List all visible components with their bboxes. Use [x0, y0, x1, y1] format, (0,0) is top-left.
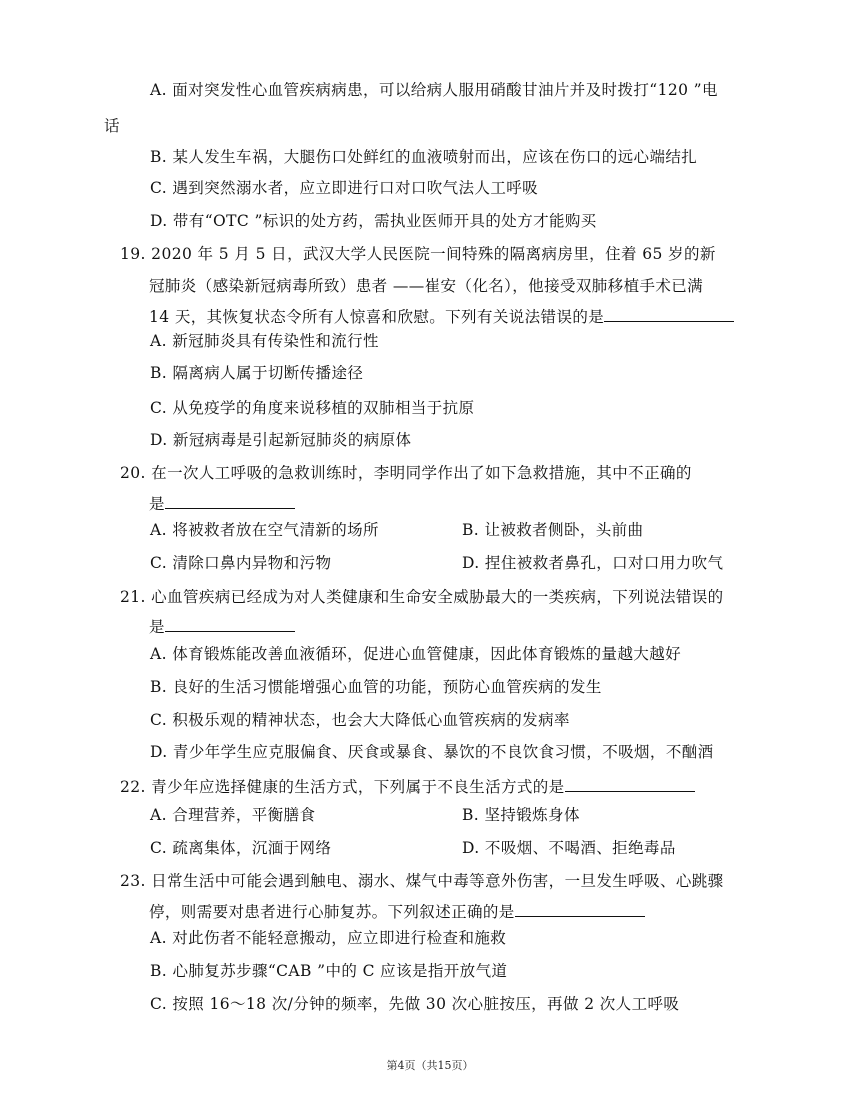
q22-option-b: B. 坚持锻炼身体	[462, 806, 580, 824]
q20-stem-text: 是	[149, 495, 165, 513]
answer-blank	[604, 307, 734, 322]
q21-option-a: A. 体育锻炼能改善血液循环，促进心血管健康，因此体育锻炼的量越大越好	[150, 645, 682, 663]
answer-blank	[165, 494, 295, 509]
q18-option-d: D. 带有“OTC ”标识的处方药，需执业医师开具的处方才能购买	[150, 212, 597, 230]
q19-option-b: B. 隔离病人属于切断传播途径	[150, 364, 364, 382]
q20-stem-line2	[149, 494, 295, 514]
answer-blank	[565, 777, 695, 792]
q23-option-b: B. 心肺复苏步骤“CAB ”中的 C 应该是指开放气道	[150, 962, 508, 980]
q23-stem-line2	[149, 902, 645, 922]
q18-option-a-line1: A. 面对突发性心血管疾病病患，可以给病人服用硝酸甘油片并及时拨打“120 ”电	[150, 81, 718, 99]
q20-option-d: D. 捏住被救者鼻孔，口对口用力吹气	[462, 554, 724, 572]
q22-option-d: D. 不吸烟、不喝酒、拒绝毒品	[462, 839, 676, 857]
q18-option-a-line2: 话	[104, 117, 120, 135]
q21-stem-line1: 21. 心血管疾病已经成为对人类健康和生命安全威胁最大的一类疾病，下列说法错误的	[120, 588, 724, 606]
q20-option-a: A. 将被救者放在空气清新的场所	[150, 521, 379, 539]
answer-blank	[515, 902, 645, 917]
q22-stem-text: 22. 青少年应选择健康的生活方式，下列属于不良生活方式的是	[120, 778, 565, 796]
answer-blank	[165, 617, 295, 632]
q21-stem-line2	[149, 617, 295, 637]
q19-stem-text: 14 天，其恢复状态令所有人惊喜和欣慰。下列有关说法错误的是	[149, 308, 605, 326]
q19-option-c: C. 从免疫学的角度来说移植的双肺相当于抗原	[150, 399, 475, 417]
q22-stem	[120, 777, 695, 797]
q19-stem-line3	[149, 307, 734, 327]
q21-option-b: B. 良好的生活习惯能增强心血管的功能，预防心血管疾病的发生	[150, 678, 602, 696]
q23-option-c: C. 按照 16～18 次/分钟的频率，先做 30 次心脏按压，再做 2 次人工呼吸	[150, 995, 680, 1013]
q20-option-c: C. 清除口鼻内异物和污物	[150, 554, 332, 572]
q21-option-c: C. 积极乐观的精神状态，也会大大降低心血管疾病的发病率	[150, 711, 570, 729]
q18-option-b: B. 某人发生车祸，大腿伤口处鲜红的血液喷射而出，应该在伤口的远心端结扎	[150, 148, 698, 166]
q18-option-c: C. 遇到突然溺水者，应立即进行口对口吹气法人工呼吸	[150, 179, 539, 197]
q19-stem-line1: 19. 2020 年 5 月 5 日，武汉大学人民医院一间特殊的隔离病房里，住着 65 岁的新	[120, 245, 716, 263]
q21-option-d: D. 青少年学生应克服偏食、厌食或暴食、暴饮的不良饮食习惯，不吸烟，不酗酒	[150, 743, 714, 761]
page-number-footer: 第4页（共15页）	[386, 1059, 474, 1072]
q20-stem-line1: 20. 在一次人工呼吸的急救训练时，李明同学作出了如下急救措施，其中不正确的	[120, 464, 692, 482]
q21-stem-text: 是	[149, 618, 165, 636]
q23-option-a: A. 对此伤者不能轻意搬动，应立即进行检查和施救	[150, 929, 507, 947]
q19-option-a: A. 新冠肺炎具有传染性和流行性	[150, 332, 379, 350]
q23-stem-text: 停，则需要对患者进行心肺复苏。下列叙述正确的是	[149, 903, 515, 921]
q22-option-c: C. 疏离集体，沉湎于网络	[150, 839, 332, 857]
q22-option-a: A. 合理营养，平衡膳食	[150, 806, 316, 824]
q19-stem-line2: 冠肺炎（感染新冠病毒所致）患者 ——崔安（化名），他接受双肺移植手术已满	[149, 277, 704, 295]
q19-option-d: D. 新冠病毒是引起新冠肺炎的病原体	[150, 431, 412, 449]
q23-stem-line1: 23. 日常生活中可能会遇到触电、溺水、煤气中毒等意外伤害，一旦发生呼吸、心跳骤	[120, 872, 724, 890]
q20-option-b: B. 让被救者侧卧，头前曲	[462, 521, 644, 539]
